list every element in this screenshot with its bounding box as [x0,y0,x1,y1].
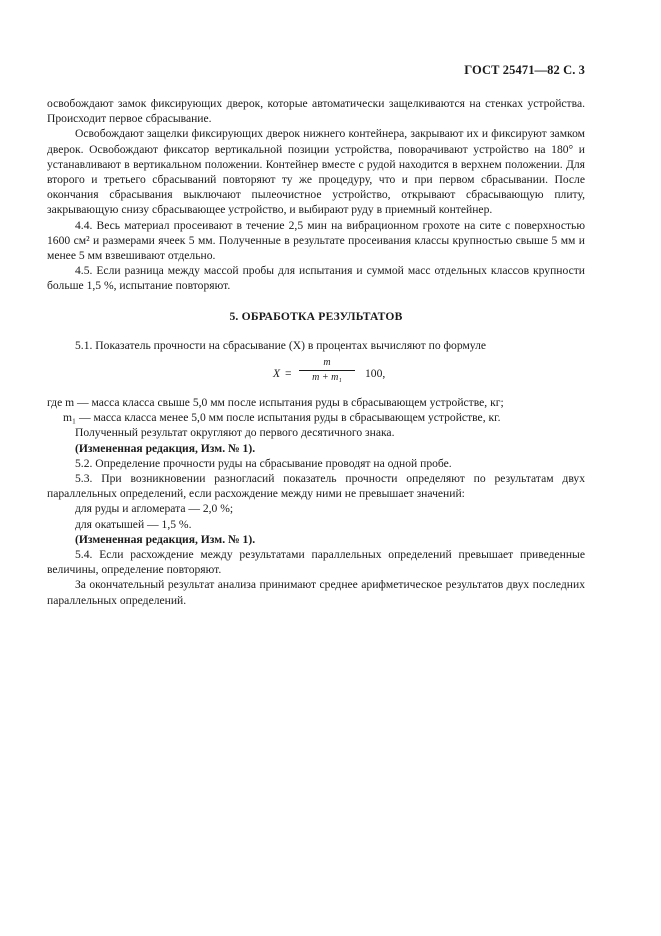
formula-equals: = [285,367,292,381]
formula-multiplier: 100, [365,367,386,381]
paragraph-5-2: 5.2. Определение прочности руды на сбрасывание проводят на одной пробе. [75,456,452,470]
paragraph-5-4: 5.4. Если расхождение между результатами параллельных определений превышает приведенные величины, определение повторяют. [47,548,585,577]
paragraph-5-1: 5.1. Показатель прочности на сбрасывание (X) в процентах вычисляют по формуле [75,338,487,352]
formula-lhs: X [273,367,281,381]
document-body [47,96,585,608]
paragraph-final: За окончательный результат анализа принимают среднее арифметическое результатов двух последних параллельных определений. [47,578,585,607]
list-item-ore: для руды и агломерата — 2,0 %; [75,502,234,516]
formula [47,357,585,393]
amendment-note-2: (Измененная редакция, Изм. № 1). [75,532,256,546]
list-item-pellets: для окатышей — 1,5 %. [75,517,192,531]
paragraph-4-4: 4.4. Весь материал просеивают в течение 2,5 мин на вибрационном грохоте на сите с поверхностью 1600 см² и размерами ячеек 5 мм. Полученные в результате просеивания классы крупностью свыше 5 мм и менее 5 мм взвешивают отдельно. [47,218,585,263]
formula-numerator: m [299,357,355,371]
paragraph-continuation: освобождают замок фиксирующих дверок, которые автоматически защелкиваются на стенках устройства. Происходит первое сбрасывание. [47,97,585,126]
section-title: 5. ОБРАБОТКА РЕЗУЛЬТАТОВ [229,309,403,323]
page-header: ГОСТ 25471—82 С. 3 [464,63,585,77]
formula-fraction [299,357,355,384]
paragraph-rounding: Полученный результат округляют до первого десятичного знака. [75,426,395,440]
paragraph-unlatch: Освобождают защелки фиксирующих дверок нижнего контейнера, закрывают их и фиксируют замком дверок. Освобождают фиксатор вертикальной позиции устройства, поворачивают устройство на 180° и устанавливают в вертикальном положении. Контейнер вместе с рудой находится в верхнем положении. Для второго и третьего сбрасываний повторяют ту же процедуру, что и при первом сбрасывании. После окончания сбрасывания выключают пылеочистное устройство, открывают сбрасывающую плиту, закрывающую снизу сбрасывающее устройство, и выбирают руду в приемный контейнер. [47,127,585,217]
where-line-m: где m — масса класса свыше 5,0 мм после испытания руды в сбрасывающем устройстве, кг; [47,396,504,410]
amendment-note-1: (Измененная редакция, Изм. № 1). [75,441,256,455]
formula-denominator: m + m₁ [312,372,342,384]
paragraph-5-3: 5.3. При возникновении разногласий показатель прочности определяют по результатам двух параллельных определений, если расхождение между ними не превышает значений: [47,472,585,501]
where-line-m1: m₁ — масса класса менее 5,0 мм после испытания руды в сбрасывающем устройстве, кг. [63,411,501,425]
paragraph-4-5: 4.5. Если разница между массой пробы для испытания и суммой масс отдельных классов крупности больше 1,5 %, испытание повторяют. [47,264,585,293]
